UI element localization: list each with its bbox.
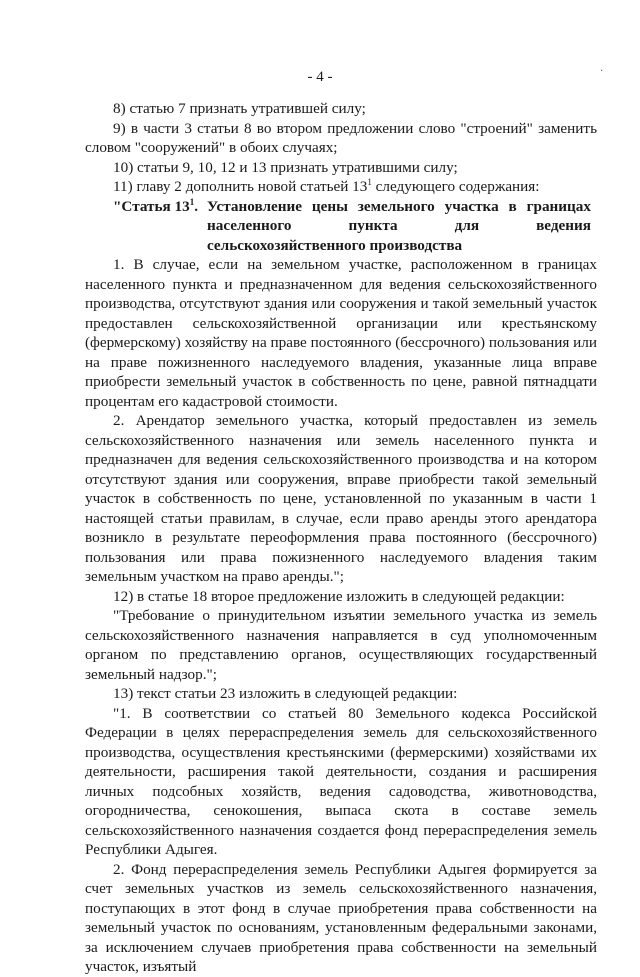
article-13-label-sup: 1 [189,196,195,207]
article-23-part-1: "1. В соответствии со статьей 80 Земельного кодекса Российской Федерации в целях перераспределения земель для сельскохозяйственного производства, осуществления крестьянскими (фермерскими) хозяйствами их деятельности, расширения такой деятельности, создания и расширения личных подсобных хозяйств, ведения садоводства, животноводства, огородничества, сенокошения, выпаса скота в составе земель сельскохозяйственного назначения создается фонд перераспределения земель Республики Адыгея. [85,704,597,858]
scan-speck: · [600,66,604,77]
article-13-label [85,197,207,217]
article-13-label-suffix: . [194,197,199,215]
item-11-sup: 1 [367,176,372,187]
page-number: - 4 - [307,69,333,85]
document-body [85,99,597,977]
article-13-part-2: 2. Арендатор земельного участка, который предоставлен из земель сельскохозяйственного назначения или земель населенного пункта и предназначен для ведения сельскохозяйственного производства и на котором отсутствуют здания или сооружения, вправе приобрести такой земельный участок в собственность по цене, установленной по указанным в части 1 настоящей статьи правилам, в случае, если право аренды этого арендатора возникло в результате переоформления права постоянного (бессрочного) пользования или права пожизненного наследуемого владения таким земельным участком на право аренды."; [85,412,597,585]
article-13-label-prefix: "Статья 13 [113,197,190,215]
item-11-text: 11) главу 2 дополнить новой статьей 13 [113,178,368,195]
item-9: 9) в части 3 статьи 8 во втором предложении слово "строений" заменить словом "сооружений" в обоих случаях; [85,119,597,156]
article-13-heading [85,197,597,256]
item-11 [85,177,597,197]
item-8: 8) статью 7 признать утратившей силу; [113,100,366,117]
article-23-part-2: 2. Фонд перераспределения земель Республики Адыгея формируется за счет земельных участков из земель сельскохозяйственного назначения, поступающих в этот фонд в случае приобретения права собственности на земельный участок по основаниям, установленным федеральными законами, за исключением случаев приобретения права собственности на земельный участок, изъятый [85,860,597,975]
article-13-part-1: 1. В случае, если на земельном участке, расположенном в границах населенного пункта и предназначенном для ведения сельскохозяйственного производства, отсутствуют здания или сооружения и такой земельный участок предоставлен сельскохозяйственной организации или крестьянскому (фермерскому) хозяйству на праве постоянного (бессрочного) пользования или на праве пожизненного наследуемого владения, указанные лица вправе приобрести земельный участок в собственность по цене, равной пятнадцати процентам его кадастровой стоимости. [85,256,597,410]
item-10: 10) статьи 9, 10, 12 и 13 признать утратившими силу; [113,158,458,176]
article-13-title: Установление цены земельного участка в границах населенного пункта для ведения сельскохозяйственного производства [207,197,591,254]
item-12-quote: "Требование о принудительном изъятии земельного участка из земель сельскохозяйственного назначения направляется в суд уполномоченным органом по представлению органов, осуществляющих государственный земельный надзор."; [85,607,597,683]
item-12: 12) в статье 18 второе предложение изложить в следующей редакции: [113,587,565,605]
item-13: 13) текст статьи 23 изложить в следующей редакции: [113,685,458,702]
item-11-text-end: следующего содержания: [371,178,540,195]
